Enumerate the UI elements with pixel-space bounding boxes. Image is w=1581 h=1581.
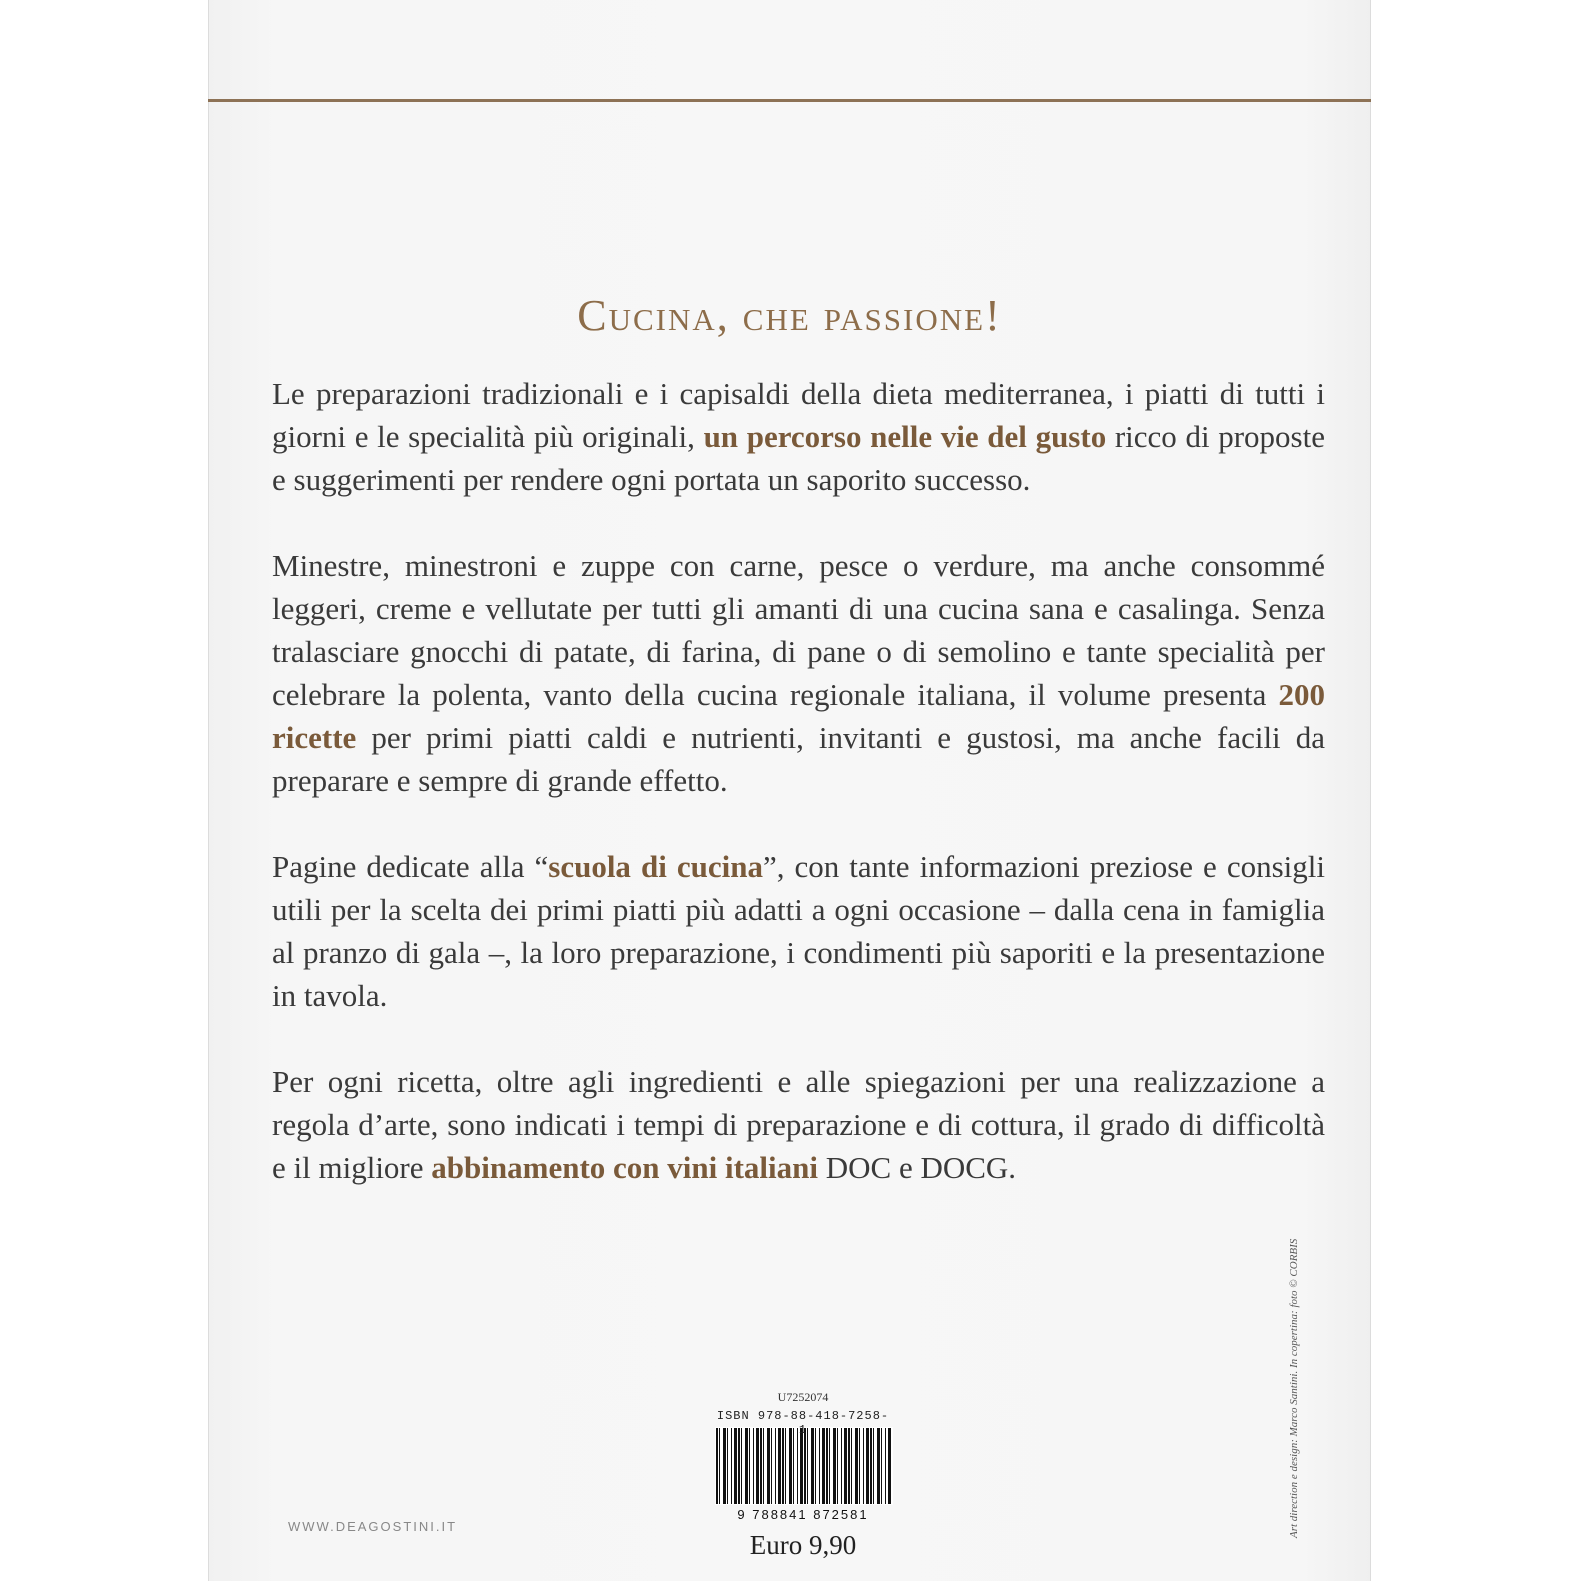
text-span: Per ogni ricetta, oltre agli ingredienti e alle spiegazioni per una realizzazione a regola d’arte, sono indicati i tempi di preparazione e di cottura, il grado di difficoltà e il migliore — [272, 1064, 1325, 1185]
text-span: DOC e DOCG. — [818, 1150, 1017, 1185]
barcode-digits: 9 788841 872581 — [737, 1507, 869, 1522]
top-rule — [208, 99, 1371, 102]
highlight-text: 200 ricette — [272, 677, 1325, 755]
cover-title: Cucina, che passione! — [577, 291, 1002, 340]
back-cover — [208, 0, 1371, 1581]
text-span: Pagine dedicate alla “ — [272, 849, 549, 884]
paragraph — [272, 845, 1325, 1017]
isbn: ISBN 978-88-418-7258-1 — [716, 1409, 890, 1437]
text-span: Le preparazioni tradizionali e i capisaldi della dieta mediterranea, i piatti di tutti i giorni e le specialità più originali, — [272, 376, 1325, 454]
price: Euro 9,90 — [749, 1530, 857, 1560]
barcode-icon — [715, 1427, 893, 1505]
text-span: Minestre, minestroni e zuppe con carne, pesce o verdure, ma anche consommé leggeri, creme e vellutate per tutti gli amanti di una cucina sana e casalinga. Senza tralasciare gnocchi di patate, di farina, di pane o di semolino e tante specialità per celebrare la polenta, vanto della cucina regionale italiana, il volume presenta — [272, 548, 1325, 712]
paragraph — [272, 372, 1325, 501]
text-span: per primi piatti caldi e nutrienti, invitanti e gustosi, ma anche facili da preparare e sempre di grande effetto. — [272, 720, 1325, 798]
text-span: ricco di proposte e suggerimenti per rendere ogni portata un saporito successo. — [272, 419, 1325, 497]
highlight-text: abbinamento con vini italiani — [431, 1150, 818, 1185]
website-url: WWW.DEAGOSTINI.IT — [288, 1519, 458, 1534]
photo-credits — [1288, 1208, 1318, 1538]
highlight-text: un percorso nelle vie del gusto — [703, 419, 1107, 454]
description — [272, 372, 1325, 1232]
credits-text: Art direction e design: Marco Santini. In copertina: foto © CORBIS — [1288, 1238, 1300, 1538]
product-code: U7252074 — [777, 1390, 829, 1404]
highlight-text: scuola di cucina — [548, 849, 763, 884]
paragraph — [272, 544, 1325, 802]
text-span: ”, con tante informazioni preziose e consigli utili per la scelta dei primi piatti più adatti a ogni occasione – dalla cena in famiglia al pranzo di gala –, la loro preparazione, i condimenti più saporiti e la presentazione in tavola. — [272, 849, 1326, 1013]
paragraph — [272, 1060, 1325, 1189]
barcode-block — [713, 1390, 893, 1561]
